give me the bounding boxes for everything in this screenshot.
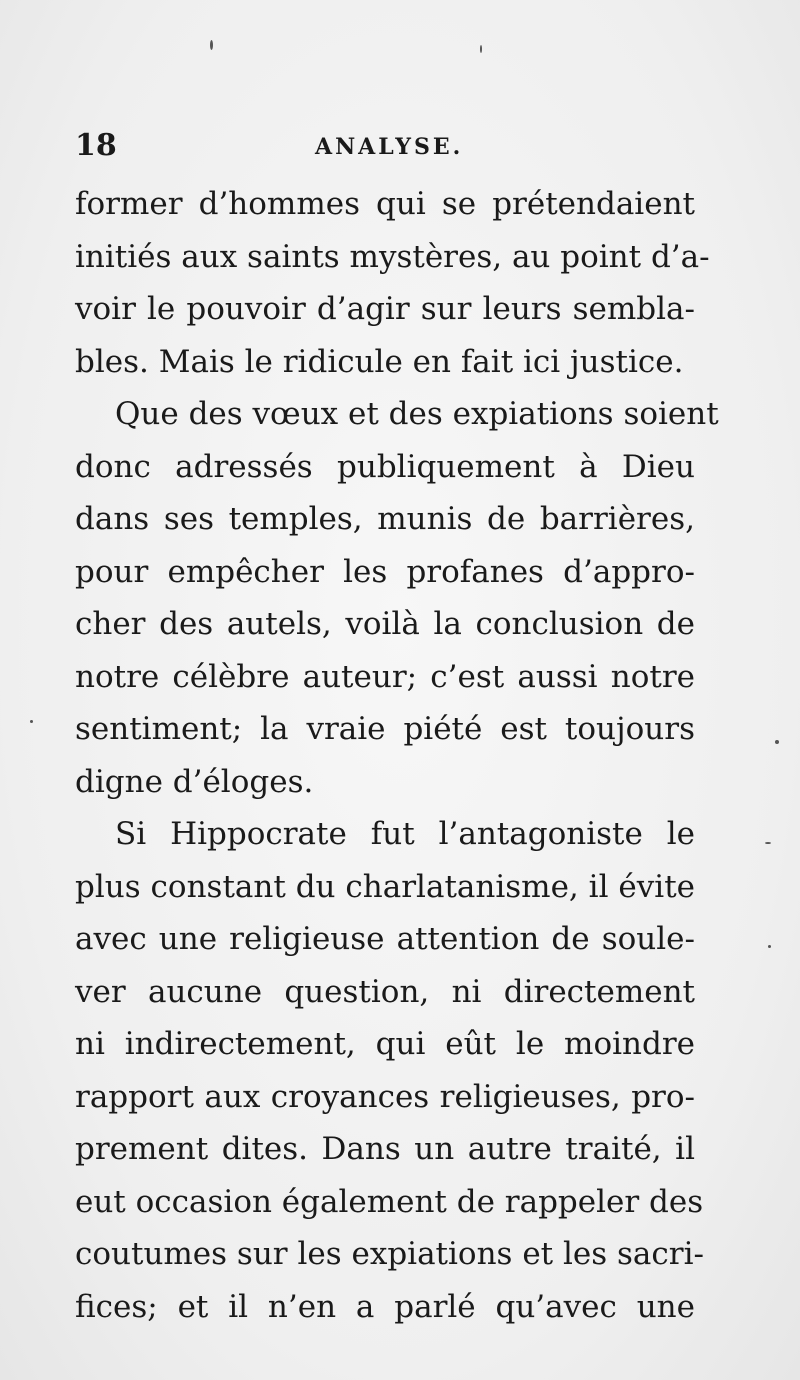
text-line: cher des autels, voilà la conclusion de [75,606,695,642]
paper-speck [30,720,33,723]
paper-speck [480,45,482,53]
text-line: avec une religieuse attention de soule- [75,921,695,957]
page-header [75,128,695,168]
text-line: ver aucune question, ni directement [75,973,695,1010]
running-head: ANALYSE. [315,134,464,160]
text-line: Que des vœux et des expiations soient [115,396,719,432]
paper-speck [768,945,771,948]
text-line: pour empêcher les profanes d’appro- [75,553,695,590]
text-line: bles. Mais le ridicule en fait ici justice. [75,343,684,380]
body-text [75,178,719,1333]
text-line: plus constant du charlatanisme, il évite [75,868,695,905]
text-line: former d’hommes qui se prétendaient [75,186,695,222]
text-line: ni indirectement, qui eût le moindre [75,1026,695,1062]
text-line: prement dites. Dans un autre traité, il [75,1131,695,1167]
text-line: eut occasion également de rappeler des [75,1183,704,1220]
paper-speck [775,740,779,744]
text-line: notre célèbre auteur; c’est aussi notre [75,658,695,695]
text-line: digne d’éloges. [75,763,314,800]
page-number: 18 [75,128,117,163]
text-line: dans ses temples, munis de barrières, [75,501,695,537]
text-line: initiés aux saints mystères, au point d’a- [75,238,710,275]
text-line: fices; et il n’en a parlé qu’avec une [75,1288,695,1325]
text-line: coutumes sur les expiations et les sacri- [75,1236,704,1272]
text-line: rapport aux croyances religieuses, pro- [75,1078,695,1115]
text-line: voir le pouvoir d’agir sur leurs sembla- [75,291,695,327]
text-line: donc adressés publiquement à Dieu [75,448,695,485]
text-line: sentiment; la vraie piété est toujours [75,711,695,747]
paper-speck [210,40,213,50]
text-line: Si Hippocrate fut l’antagoniste le [115,816,695,852]
paper-speck [765,842,771,844]
